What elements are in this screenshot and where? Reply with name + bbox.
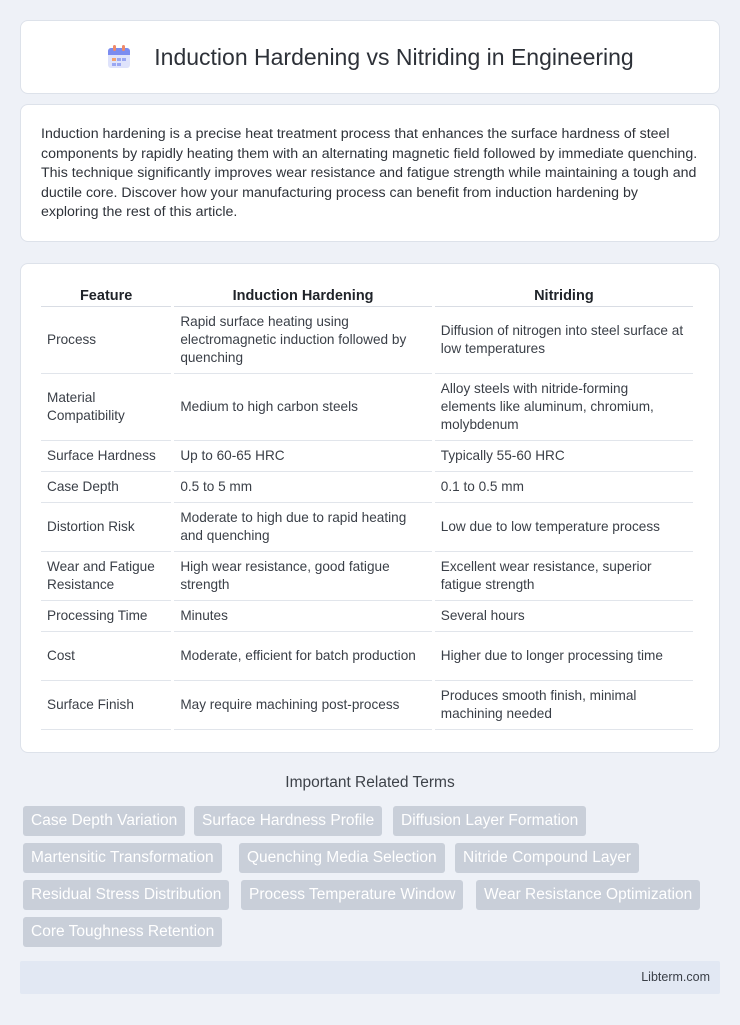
table-cell: High wear resistance, good fatigue strength xyxy=(174,552,431,601)
related-term-tag[interactable]: Quenching Media Selection xyxy=(239,843,445,873)
table-cell: Up to 60-65 HRC xyxy=(174,441,431,472)
table-row xyxy=(41,472,693,503)
related-term-tag[interactable]: Martensitic Transformation xyxy=(23,843,222,873)
table-cell: Alloy steels with nitride-forming elements like aluminum, chromium, molybdenum xyxy=(435,374,693,441)
related-term-tag[interactable]: Nitride Compound Layer xyxy=(455,843,639,873)
related-terms-heading: Important Related Terms xyxy=(285,774,455,791)
table-cell: 0.1 to 0.5 mm xyxy=(435,472,693,503)
related-term-tag[interactable]: Wear Resistance Optimization xyxy=(476,880,700,910)
intro-paragraph: Induction hardening is a precise heat treatment process that enhances the surface hardness of steel components by rapidly heating them with an alternating magnetic field followed by immediate quenching. This technique significantly improves wear resistance and fatigue strength while maintaining a tough and ductile core. Discover how your manufacturing process can benefit from induction hardening by exploring the rest of this article. xyxy=(41,126,698,221)
page-title: Induction Hardening vs Nitriding in Engineering xyxy=(154,43,634,70)
footer xyxy=(20,961,720,994)
intro-card xyxy=(20,104,720,242)
table-cell: Case Depth xyxy=(41,472,171,503)
table-cell: Process xyxy=(41,307,171,374)
table-cell: Distortion Risk xyxy=(41,503,171,552)
comparison-card xyxy=(20,263,720,753)
column-header-induction-hardening: Induction Hardening xyxy=(174,282,431,307)
related-term-tag[interactable]: Process Temperature Window xyxy=(241,880,463,910)
table-cell: Low due to low temperature process xyxy=(435,503,693,552)
table-row xyxy=(41,552,693,601)
table-row xyxy=(41,503,693,552)
table-cell: Moderate, efficient for batch production xyxy=(174,632,431,681)
table-header-row xyxy=(41,282,693,307)
table-cell: Produces smooth finish, minimal machining needed xyxy=(435,681,693,730)
table-cell: May require machining post-process xyxy=(174,681,431,730)
related-term-tag[interactable]: Case Depth Variation xyxy=(23,806,185,836)
table-cell: Material Compatibility xyxy=(41,374,171,441)
footer-site-link[interactable]: Libterm.com xyxy=(641,970,710,984)
table-cell: Processing Time xyxy=(41,601,171,632)
table-cell: Cost xyxy=(41,632,171,681)
table-cell: Minutes xyxy=(174,601,431,632)
table-cell: Wear and Fatigue Resistance xyxy=(41,552,171,601)
table-cell: Surface Finish xyxy=(41,681,171,730)
table-row xyxy=(41,601,693,632)
table-row xyxy=(41,681,693,730)
table-cell: Rapid surface heating using electromagnetic induction followed by quenching xyxy=(174,307,431,374)
table-cell: Moderate to high due to rapid heating and quenching xyxy=(174,503,431,552)
calendar-icon xyxy=(106,44,132,70)
related-term-tag[interactable]: Residual Stress Distribution xyxy=(23,880,229,910)
column-header-feature: Feature xyxy=(41,282,171,307)
table-cell: Excellent wear resistance, superior fatigue strength xyxy=(435,552,693,601)
related-term-tag[interactable]: Diffusion Layer Formation xyxy=(393,806,586,836)
table-cell: Typically 55-60 HRC xyxy=(435,441,693,472)
table-row xyxy=(41,307,693,374)
table-cell: Surface Hardness xyxy=(41,441,171,472)
related-term-tag[interactable]: Surface Hardness Profile xyxy=(194,806,382,836)
table-row xyxy=(41,632,693,681)
related-term-tag[interactable]: Core Toughness Retention xyxy=(23,917,222,947)
table-row xyxy=(41,374,693,441)
column-header-nitriding: Nitriding xyxy=(435,282,693,307)
table-cell: Medium to high carbon steels xyxy=(174,374,431,441)
comparison-table xyxy=(38,282,696,730)
header-card xyxy=(20,20,720,94)
table-row xyxy=(41,441,693,472)
table-cell: Higher due to longer processing time xyxy=(435,632,693,681)
table-cell: Diffusion of nitrogen into steel surface at low temperatures xyxy=(435,307,693,374)
table-cell: Several hours xyxy=(435,601,693,632)
table-cell: 0.5 to 5 mm xyxy=(174,472,431,503)
